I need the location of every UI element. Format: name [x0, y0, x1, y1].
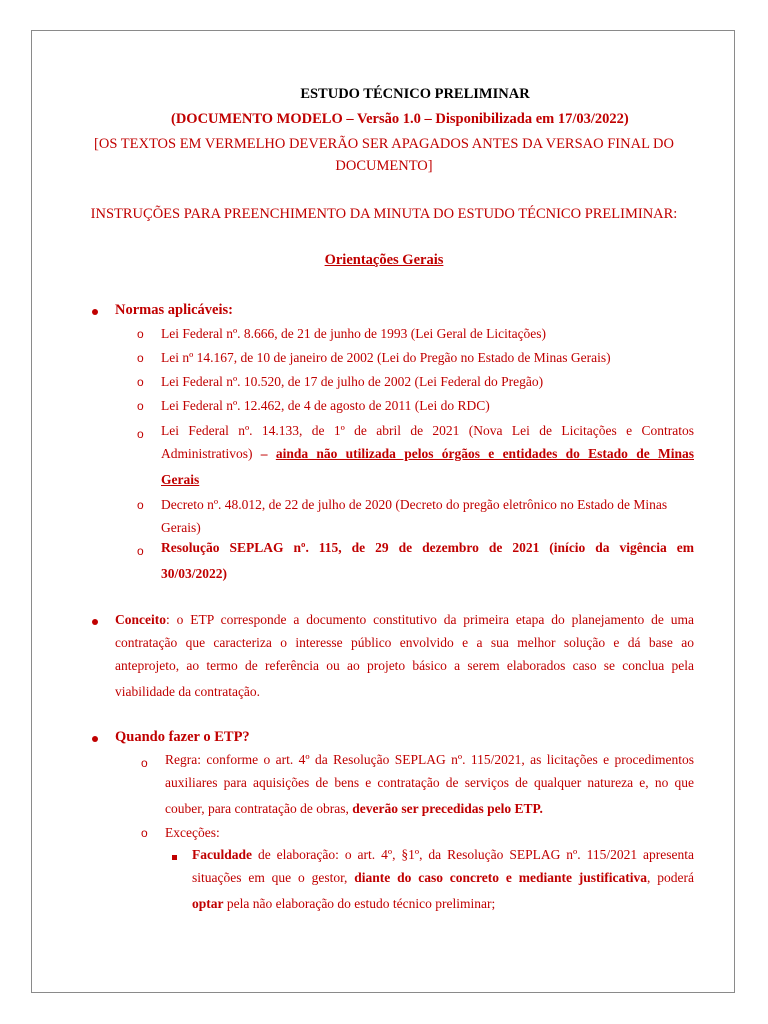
- norma-item-5-line-2: Administrativos) – ainda não utilizada pelos órgãos e entidades do Estado de Minas: [161, 446, 694, 461]
- circle-bullet-icon: o: [137, 351, 144, 365]
- conceito-line-3: anteprojeto, ao termo de referência ou ao projeto básico a serem elaborados caso se conclua pela: [115, 658, 694, 673]
- norma-item-7-line-1: Resolução SEPLAG nº. 115, de 29 de dezembro de 2021 (início da vigência em: [161, 540, 694, 555]
- norma-item-1: Lei Federal nº. 8.666, de 21 de junho de 1993 (Lei Geral de Licitações): [161, 326, 547, 341]
- conceito-line-2: contratação que caracteriza o interesse público envolvido e a sua melhor solução e dá base ao: [115, 635, 694, 650]
- document-title: ESTUDO TÉCNICO PRELIMINAR: [300, 86, 530, 102]
- conceito-line-1: Conceito: o ETP corresponde a documento constitutivo da primeira etapa do planejamento de uma: [115, 612, 694, 627]
- warning-line-2: DOCUMENTO]: [335, 158, 433, 174]
- bullet-icon: [92, 736, 98, 742]
- normas-heading: Normas aplicáveis:: [115, 302, 233, 318]
- circle-bullet-icon: o: [137, 544, 144, 558]
- norma-item-6-line-2: Gerais): [161, 520, 201, 535]
- norma-item-5-line-1: Lei Federal nº. 14.133, de 1º de abril de 2021 (Nova Lei de Licitações e Contratos: [161, 423, 694, 438]
- document-subtitle: (DOCUMENTO MODELO – Versão 1.0 – Disponibilizada em 17/03/2022): [171, 111, 629, 127]
- norma-item-4: Lei Federal nº. 12.462, de 4 de agosto de 2011 (Lei do RDC): [161, 398, 490, 413]
- bullet-icon: [92, 309, 98, 315]
- quando-heading: Quando fazer o ETP?: [115, 729, 250, 745]
- circle-bullet-icon: o: [137, 399, 144, 413]
- norma-item-6-line-1: Decreto nº. 48.012, de 22 de julho de 2020 (Decreto do pregão eletrônico no Estado de Minas: [161, 497, 668, 512]
- circle-bullet-icon: o: [141, 756, 148, 770]
- faculdade-line-3: optar pela não elaboração do estudo técnico preliminar;: [192, 896, 496, 911]
- circle-bullet-icon: o: [137, 498, 144, 512]
- norma-item-7-line-2: 30/03/2022): [161, 566, 227, 581]
- circle-bullet-icon: o: [137, 327, 144, 341]
- section-heading: Orientações Gerais: [324, 252, 444, 268]
- circle-bullet-icon: o: [137, 375, 144, 389]
- regra-line-2: auxiliares para aquisições de bens e contratação de serviços de qualquer natureza e, no que: [165, 775, 694, 790]
- circle-bullet-icon: o: [141, 826, 148, 840]
- instructions-heading: INSTRUÇÕES PARA PREENCHIMENTO DA MINUTA DO ESTUDO TÉCNICO PRELIMINAR:: [90, 206, 678, 222]
- regra-line-3: couber, para contratação de obras, deverão ser precedidas pelo ETP.: [165, 801, 543, 816]
- excecoes-label: Exceções:: [165, 825, 220, 840]
- norma-item-2: Lei nº 14.167, de 10 de janeiro de 2002 (Lei do Pregão no Estado de Minas Gerais): [161, 350, 611, 365]
- faculdade-line-1: Faculdade de elaboração: o art. 4º, §1º, da Resolução SEPLAG nº. 115/2021 apresenta: [192, 847, 694, 862]
- norma-item-3: Lei Federal nº. 10.520, de 17 de julho de 2002 (Lei Federal do Pregão): [161, 374, 544, 389]
- faculdade-line-2: situações em que o gestor, diante do caso concreto e mediante justificativa, poderá: [192, 870, 694, 885]
- regra-line-1: Regra: conforme o art. 4º da Resolução SEPLAG nº. 115/2021, as licitações e procedimentos: [165, 752, 694, 767]
- norma-item-5-line-3: Gerais: [161, 472, 200, 487]
- warning-line-1: [OS TEXTOS EM VERMELHO DEVERÃO SER APAGADOS ANTES DA VERSAO FINAL DO: [94, 136, 674, 152]
- circle-bullet-icon: o: [137, 427, 144, 441]
- conceito-line-4: viabilidade da contratação.: [115, 684, 261, 699]
- bullet-icon: [92, 619, 98, 625]
- square-bullet-icon: [172, 855, 177, 860]
